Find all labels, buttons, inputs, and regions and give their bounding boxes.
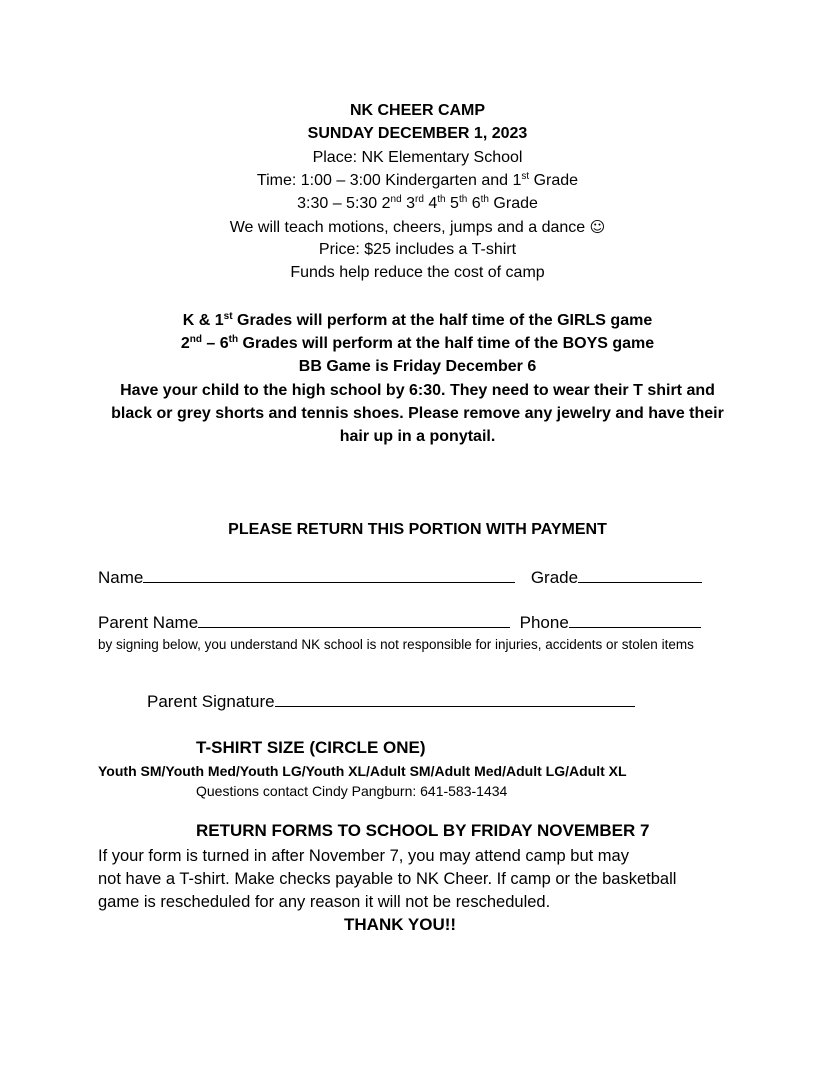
k1-performance: K & 1st Grades will perform at the half time of the GIRLS game [182, 311, 653, 329]
signature-label: Parent Signature [147, 692, 275, 711]
late-form-line-1: If your form is turned in after November 7, you may attend camp but may [98, 847, 629, 865]
funds-line: Funds help reduce the cost of camp [290, 264, 545, 281]
event-time-k1: Time: 1:00 – 3:00 Kindergarten and 1st Grade [256, 171, 579, 189]
questions-contact: Questions contact Cindy Pangburn: 641-583-1434 [196, 783, 508, 799]
parent-phone-row [98, 611, 701, 634]
price-line: Price: $25 includes a T-shirt [318, 241, 517, 258]
name-field[interactable] [143, 566, 515, 583]
name-label: Name [98, 568, 144, 587]
teach-line: We will teach motions, cheers, jumps and a dance ☺ [229, 218, 606, 236]
name-grade-row [98, 566, 702, 589]
event-date: SUNDAY DECEMBER 1, 2023 [307, 125, 528, 142]
phone-field[interactable] [569, 611, 701, 628]
grade-field[interactable] [578, 566, 702, 583]
instructions-line-3: hair up in a ponytail. [339, 428, 496, 445]
return-deadline-heading: RETURN FORMS TO SCHOOL BY FRIDAY NOVEMBER 7 [196, 821, 650, 840]
parent-name-field[interactable] [198, 611, 510, 628]
g26-performance: 2nd – 6th Grades will perform at the half time of the BOYS game [180, 334, 655, 352]
liability-disclaimer: by signing below, you understand NK school is not responsible for injuries, accidents or stolen items [98, 637, 694, 652]
tshirt-heading: T-SHIRT SIZE (CIRCLE ONE) [196, 738, 426, 757]
signature-field[interactable] [275, 690, 635, 707]
event-place: Place: NK Elementary School [312, 149, 523, 166]
signature-row [147, 690, 635, 713]
late-form-line-2: not have a T-shirt. Make checks payable to NK Cheer. If camp or the basketball [98, 870, 677, 888]
late-form-line-3: game is rescheduled for any reason it will not be rescheduled. [98, 893, 551, 911]
flyer-title: NK CHEER CAMP [349, 102, 486, 119]
return-portion-heading: PLEASE RETURN THIS PORTION WITH PAYMENT [228, 521, 607, 538]
event-time-2-6: 3:30 – 5:30 2nd 3rd 4th 5th 6th Grade [297, 194, 538, 212]
parent-name-label: Parent Name [98, 613, 199, 632]
instructions-line-2: black or grey shorts and tennis shoes. Please remove any jewelry and have their [111, 405, 724, 422]
bb-game-date: BB Game is Friday December 6 [298, 358, 537, 375]
thank-you: THANK YOU!! [344, 915, 457, 934]
tshirt-size-options[interactable]: Youth SM/Youth Med/Youth LG/Youth XL/Adult SM/Adult Med/Adult LG/Adult XL [98, 763, 627, 779]
smiley-icon: ☺ [589, 218, 606, 236]
grade-label: Grade [530, 568, 579, 587]
phone-label: Phone [519, 613, 569, 632]
instructions-line-1: Have your child to the high school by 6:30. They need to wear their T shirt and [120, 382, 715, 399]
